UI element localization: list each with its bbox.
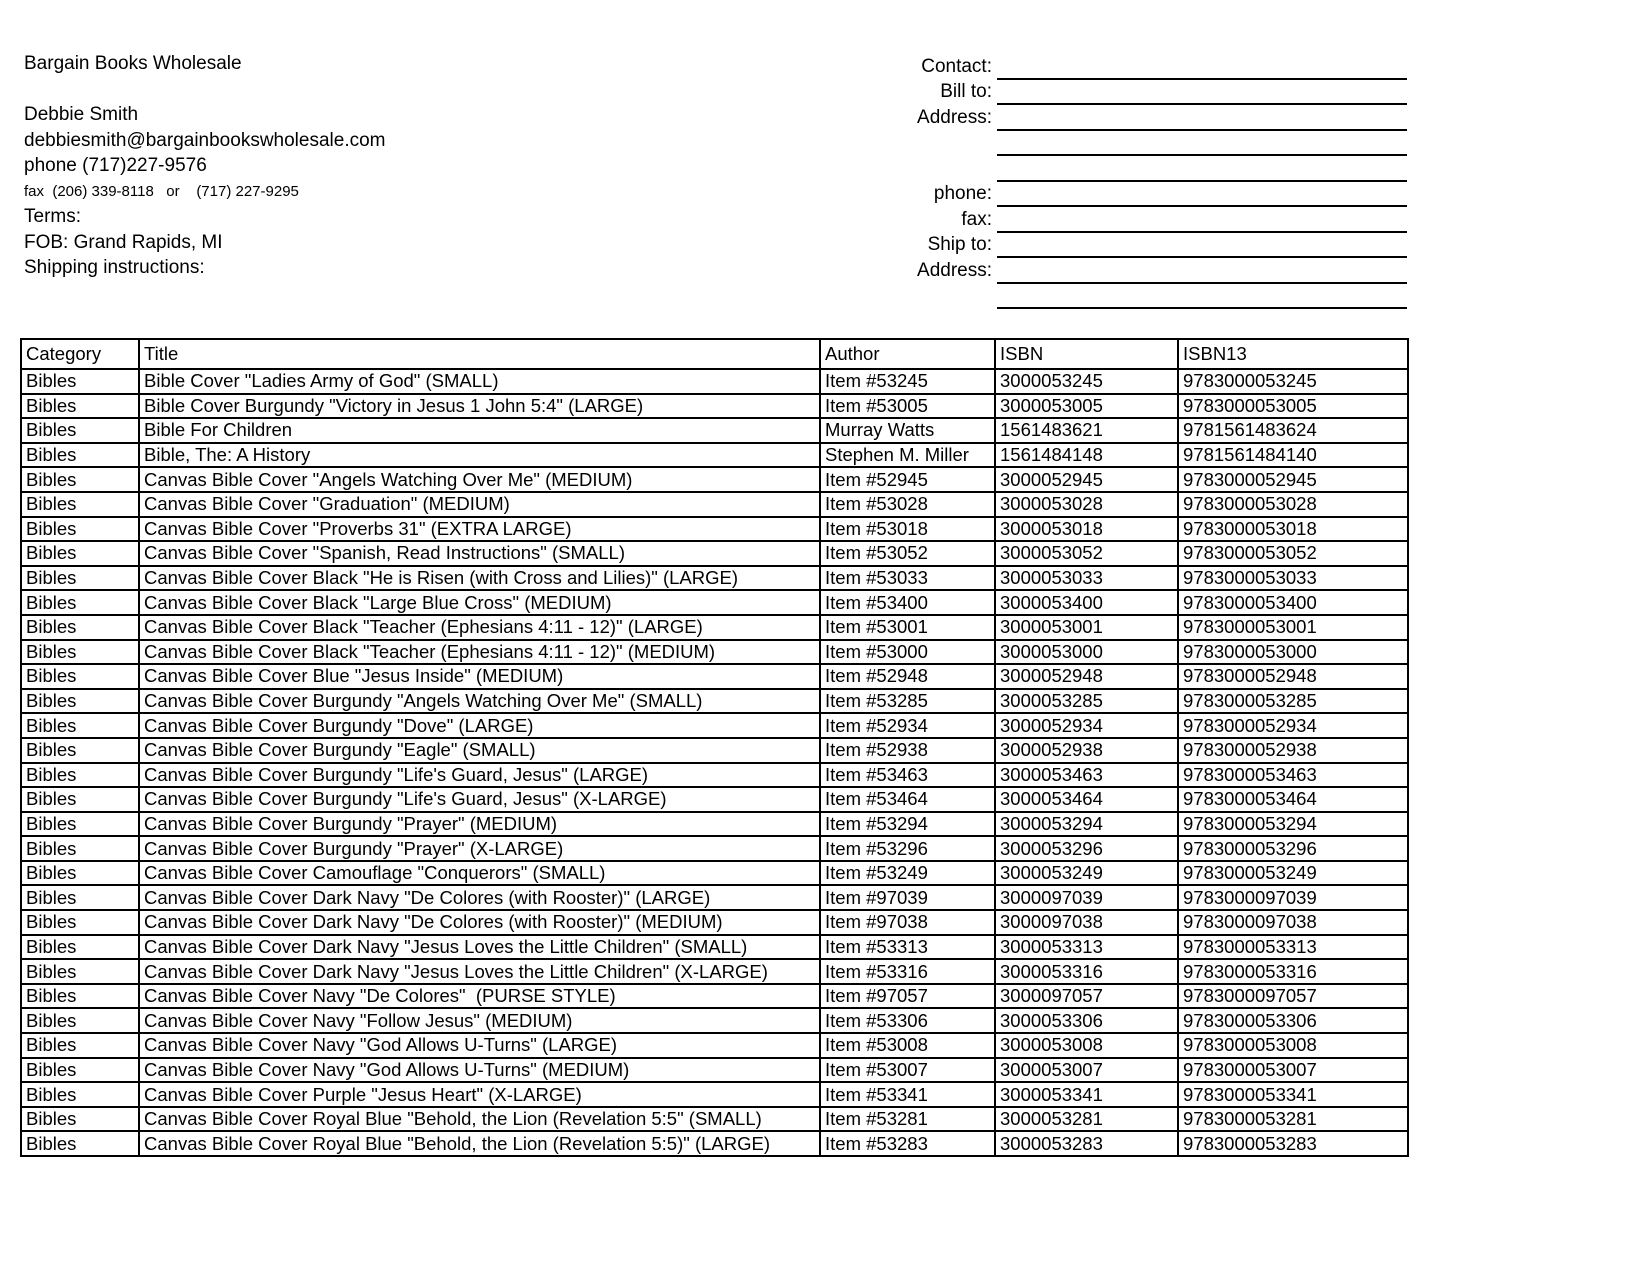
fob-line: FOB: Grand Rapids, MI	[24, 231, 223, 253]
isbn13-cell: 9783000053464	[1178, 787, 1408, 812]
form-label: Contact:	[921, 55, 992, 77]
author-cell: Item #52945	[820, 467, 995, 492]
title-cell: Canvas Bible Cover Burgundy "Angels Watching Over Me" (SMALL)	[139, 689, 820, 714]
isbn-cell: 3000053316	[995, 959, 1178, 984]
isbn-cell: 3000052938	[995, 738, 1178, 763]
author-cell: Item #53316	[820, 959, 995, 984]
title-cell: Canvas Bible Cover Camouflage "Conquerors" (SMALL)	[139, 861, 820, 886]
category-cell: Bibles	[21, 885, 139, 910]
form-row	[858, 284, 1407, 310]
table-row	[21, 640, 1408, 665]
isbn-cell: 3000053296	[995, 836, 1178, 861]
table-row	[21, 787, 1408, 812]
title-cell: Canvas Bible Cover Dark Navy "De Colores (with Rooster)" (LARGE)	[139, 885, 820, 910]
isbn-cell: 1561483621	[995, 418, 1178, 443]
category-cell: Bibles	[21, 394, 139, 419]
isbn13-cell: 9783000097038	[1178, 910, 1408, 935]
category-cell: Bibles	[21, 369, 139, 394]
category-cell: Bibles	[21, 910, 139, 935]
email-address: debbiesmith@bargainbookswholesale.com	[24, 129, 386, 151]
isbn13-cell: 9783000052945	[1178, 467, 1408, 492]
category-cell: Bibles	[21, 689, 139, 714]
title-cell: Canvas Bible Cover Dark Navy "De Colores (with Rooster)" (MEDIUM)	[139, 910, 820, 935]
author-cell: Item #53341	[820, 1082, 995, 1107]
isbn-cell: 3000053028	[995, 492, 1178, 517]
form-field-line[interactable]	[997, 156, 1407, 182]
column-header-title: Title	[139, 339, 820, 369]
isbn-cell: 3000053052	[995, 541, 1178, 566]
contact-name: Debbie Smith	[24, 104, 139, 125]
table-row	[21, 517, 1408, 542]
isbn-cell: 3000053249	[995, 861, 1178, 886]
form-label	[858, 307, 992, 309]
form-label	[858, 154, 992, 156]
table-row	[21, 738, 1408, 763]
isbn13-cell: 9783000053285	[1178, 689, 1408, 714]
form-label: Address:	[917, 259, 992, 281]
form-row	[858, 207, 1407, 233]
category-cell: Bibles	[21, 1107, 139, 1132]
table-row	[21, 1033, 1408, 1058]
isbn13-cell: 9783000053249	[1178, 861, 1408, 886]
author-cell: Item #97038	[820, 910, 995, 935]
seller-info-block	[24, 51, 386, 281]
isbn13-cell: 9783000053052	[1178, 541, 1408, 566]
table-row	[21, 885, 1408, 910]
isbn13-cell: 9783000053007	[1178, 1058, 1408, 1083]
isbn-cell: 3000053000	[995, 640, 1178, 665]
author-cell: Item #53000	[820, 640, 995, 665]
phone-line: phone (717)227-9576	[24, 155, 207, 176]
category-cell: Bibles	[21, 713, 139, 738]
isbn13-cell: 9783000053463	[1178, 763, 1408, 788]
author-cell: Stephen M. Miller	[820, 443, 995, 468]
isbn-cell: 3000053033	[995, 566, 1178, 591]
author-cell: Item #53052	[820, 541, 995, 566]
form-row	[858, 54, 1407, 80]
table-row	[21, 689, 1408, 714]
table-row	[21, 467, 1408, 492]
isbn13-cell: 9783000053018	[1178, 517, 1408, 542]
category-cell: Bibles	[21, 1131, 139, 1156]
form-field-line[interactable]	[997, 233, 1407, 259]
category-cell: Bibles	[21, 1058, 139, 1083]
isbn13-cell: 9783000053296	[1178, 836, 1408, 861]
table-row	[21, 615, 1408, 640]
title-cell: Canvas Bible Cover Blue "Jesus Inside" (MEDIUM)	[139, 664, 820, 689]
table-row	[21, 763, 1408, 788]
title-cell: Bible, The: A History	[139, 443, 820, 468]
form-label: fax:	[961, 208, 992, 230]
isbn-cell: 3000053313	[995, 935, 1178, 960]
isbn13-cell: 9781561483624	[1178, 418, 1408, 443]
table-row	[21, 369, 1408, 394]
isbn13-cell: 9783000097057	[1178, 984, 1408, 1009]
isbn-cell: 3000097038	[995, 910, 1178, 935]
category-cell: Bibles	[21, 418, 139, 443]
title-cell: Canvas Bible Cover Burgundy "Life's Guard, Jesus" (X-LARGE)	[139, 787, 820, 812]
column-header-author: Author	[820, 339, 995, 369]
table-row	[21, 713, 1408, 738]
order-form	[858, 54, 1407, 309]
isbn13-cell: 9783000053028	[1178, 492, 1408, 517]
author-cell: Item #53281	[820, 1107, 995, 1132]
isbn-cell: 3000052934	[995, 713, 1178, 738]
title-cell: Canvas Bible Cover Burgundy "Life's Guard, Jesus" (LARGE)	[139, 763, 820, 788]
author-cell: Item #52938	[820, 738, 995, 763]
isbn13-cell: 9783000053281	[1178, 1107, 1408, 1132]
author-cell: Item #53005	[820, 394, 995, 419]
column-header-category: Category	[21, 339, 139, 369]
isbn13-cell: 9783000053400	[1178, 590, 1408, 615]
isbn13-cell: 9783000052934	[1178, 713, 1408, 738]
table-row	[21, 664, 1408, 689]
category-cell: Bibles	[21, 787, 139, 812]
isbn13-cell: 9783000053341	[1178, 1082, 1408, 1107]
isbn-cell: 3000097039	[995, 885, 1178, 910]
title-cell: Canvas Bible Cover Burgundy "Eagle" (SMALL)	[139, 738, 820, 763]
form-field-line[interactable]	[997, 284, 1407, 310]
author-cell: Item #52948	[820, 664, 995, 689]
author-cell: Item #53313	[820, 935, 995, 960]
isbn13-cell: 9783000053313	[1178, 935, 1408, 960]
author-cell: Item #52934	[820, 713, 995, 738]
title-cell: Canvas Bible Cover Burgundy "Prayer" (MEDIUM)	[139, 812, 820, 837]
isbn-cell: 3000053294	[995, 812, 1178, 837]
category-cell: Bibles	[21, 959, 139, 984]
title-cell: Canvas Bible Cover Burgundy "Prayer" (X-LARGE)	[139, 836, 820, 861]
isbn13-cell: 9783000053316	[1178, 959, 1408, 984]
isbn13-cell: 9783000053001	[1178, 615, 1408, 640]
title-cell: Canvas Bible Cover Navy "Follow Jesus" (MEDIUM)	[139, 1008, 820, 1033]
isbn13-cell: 9783000097039	[1178, 885, 1408, 910]
table-row	[21, 1082, 1408, 1107]
table-row	[21, 812, 1408, 837]
isbn-cell: 3000097057	[995, 984, 1178, 1009]
author-cell: Item #53245	[820, 369, 995, 394]
author-cell: Item #53001	[820, 615, 995, 640]
author-cell: Item #53285	[820, 689, 995, 714]
isbn-cell: 3000053001	[995, 615, 1178, 640]
isbn13-cell: 9783000053000	[1178, 640, 1408, 665]
author-cell: Item #53018	[820, 517, 995, 542]
isbn-cell: 3000053283	[995, 1131, 1178, 1156]
table-row	[21, 836, 1408, 861]
form-row	[858, 131, 1407, 157]
category-cell: Bibles	[21, 467, 139, 492]
form-field-line[interactable]	[997, 207, 1407, 233]
category-cell: Bibles	[21, 541, 139, 566]
company-name: Bargain Books Wholesale	[24, 53, 242, 74]
category-cell: Bibles	[21, 1082, 139, 1107]
isbn13-cell: 9783000053283	[1178, 1131, 1408, 1156]
title-cell: Canvas Bible Cover Black "Teacher (Ephesians 4:11 - 12)" (LARGE)	[139, 615, 820, 640]
isbn-cell: 3000053005	[995, 394, 1178, 419]
form-row	[858, 258, 1407, 284]
table-row	[21, 935, 1408, 960]
category-cell: Bibles	[21, 812, 139, 837]
isbn13-cell: 9783000053294	[1178, 812, 1408, 837]
author-cell: Item #53249	[820, 861, 995, 886]
isbn13-cell: 9783000052948	[1178, 664, 1408, 689]
isbn-cell: 3000053285	[995, 689, 1178, 714]
title-cell: Bible Cover Burgundy "Victory in Jesus 1 John 5:4" (LARGE)	[139, 394, 820, 419]
title-cell: Bible For Children	[139, 418, 820, 443]
author-cell: Item #53296	[820, 836, 995, 861]
form-row	[858, 105, 1407, 131]
form-label: phone:	[933, 183, 992, 205]
category-cell: Bibles	[21, 861, 139, 886]
table-row	[21, 1058, 1408, 1083]
isbn13-cell: 9783000053008	[1178, 1033, 1408, 1058]
spacer-line	[24, 77, 386, 103]
category-cell: Bibles	[21, 984, 139, 1009]
table-row	[21, 910, 1408, 935]
isbn13-cell: 9783000053245	[1178, 369, 1408, 394]
isbn-cell: 3000053341	[995, 1082, 1178, 1107]
fax-line: fax (206) 339-8118 or (717) 227-9295	[24, 182, 299, 200]
category-cell: Bibles	[21, 590, 139, 615]
category-cell: Bibles	[21, 566, 139, 591]
category-cell: Bibles	[21, 836, 139, 861]
table-row	[21, 861, 1408, 886]
form-row	[858, 182, 1407, 208]
form-field-line[interactable]	[997, 80, 1407, 106]
isbn-cell: 3000053400	[995, 590, 1178, 615]
form-row	[858, 156, 1407, 182]
form-field-line[interactable]	[997, 131, 1407, 157]
title-cell: Canvas Bible Cover "Angels Watching Over Me" (MEDIUM)	[139, 467, 820, 492]
form-field-line[interactable]	[997, 258, 1407, 284]
author-cell: Item #53463	[820, 763, 995, 788]
title-cell: Canvas Bible Cover Royal Blue "Behold, the Lion (Revelation 5:5)" (LARGE)	[139, 1131, 820, 1156]
form-label: Ship to:	[927, 234, 992, 256]
isbn-cell: 3000053306	[995, 1008, 1178, 1033]
isbn-cell: 3000053463	[995, 763, 1178, 788]
title-cell: Canvas Bible Cover Purple "Jesus Heart" (X-LARGE)	[139, 1082, 820, 1107]
title-cell: Canvas Bible Cover Navy "God Allows U-Turns" (MEDIUM)	[139, 1058, 820, 1083]
isbn-cell: 3000053281	[995, 1107, 1178, 1132]
author-cell: Item #97039	[820, 885, 995, 910]
title-cell: Canvas Bible Cover Dark Navy "Jesus Loves the Little Children" (SMALL)	[139, 935, 820, 960]
author-cell: Item #53007	[820, 1058, 995, 1083]
form-row	[858, 80, 1407, 106]
form-field-line[interactable]	[997, 182, 1407, 208]
isbn-cell: 3000053008	[995, 1033, 1178, 1058]
isbn-cell: 3000053245	[995, 369, 1178, 394]
table-row	[21, 1008, 1408, 1033]
table-row	[21, 1131, 1408, 1156]
isbn-cell: 1561484148	[995, 443, 1178, 468]
category-cell: Bibles	[21, 640, 139, 665]
table-row	[21, 443, 1408, 468]
author-cell: Item #53028	[820, 492, 995, 517]
terms-label: Terms:	[24, 206, 81, 227]
category-cell: Bibles	[21, 664, 139, 689]
isbn-cell: 3000053018	[995, 517, 1178, 542]
isbn-cell: 3000053464	[995, 787, 1178, 812]
table-row	[21, 984, 1408, 1009]
catalog-table	[20, 338, 1409, 1157]
form-label	[858, 180, 992, 182]
table-header-row	[21, 339, 1408, 369]
category-cell: Bibles	[21, 492, 139, 517]
author-cell: Item #53283	[820, 1131, 995, 1156]
table-row	[21, 418, 1408, 443]
author-cell: Item #53033	[820, 566, 995, 591]
column-header-isbn: ISBN	[995, 339, 1178, 369]
author-cell: Item #53294	[820, 812, 995, 837]
shipping-instructions-label: Shipping instructions:	[24, 257, 205, 278]
table-row	[21, 590, 1408, 615]
title-cell: Canvas Bible Cover Royal Blue "Behold, the Lion (Revelation 5:5" (SMALL)	[139, 1107, 820, 1132]
category-cell: Bibles	[21, 763, 139, 788]
table-row	[21, 1107, 1408, 1132]
title-cell: Canvas Bible Cover Black "He is Risen (with Cross and Lilies)" (LARGE)	[139, 566, 820, 591]
title-cell: Canvas Bible Cover "Spanish, Read Instructions" (SMALL)	[139, 541, 820, 566]
isbn13-cell: 9781561484140	[1178, 443, 1408, 468]
form-field-line[interactable]	[997, 105, 1407, 131]
title-cell: Canvas Bible Cover "Proverbs 31" (EXTRA LARGE)	[139, 517, 820, 542]
title-cell: Canvas Bible Cover Black "Large Blue Cross" (MEDIUM)	[139, 590, 820, 615]
table-row	[21, 566, 1408, 591]
table-row	[21, 394, 1408, 419]
form-label: Address:	[917, 106, 992, 128]
title-cell: Canvas Bible Cover Navy "De Colores" (PURSE STYLE)	[139, 984, 820, 1009]
form-field-line[interactable]	[997, 54, 1407, 80]
category-cell: Bibles	[21, 1008, 139, 1033]
author-cell: Murray Watts	[820, 418, 995, 443]
category-cell: Bibles	[21, 738, 139, 763]
form-label: Bill to:	[940, 81, 992, 103]
title-cell: Canvas Bible Cover Dark Navy "Jesus Loves the Little Children" (X-LARGE)	[139, 959, 820, 984]
title-cell: Canvas Bible Cover Black "Teacher (Ephesians 4:11 - 12)" (MEDIUM)	[139, 640, 820, 665]
title-cell: Bible Cover "Ladies Army of God" (SMALL)	[139, 369, 820, 394]
isbn13-cell: 9783000053033	[1178, 566, 1408, 591]
title-cell: Canvas Bible Cover Navy "God Allows U-Turns" (LARGE)	[139, 1033, 820, 1058]
isbn13-cell: 9783000053005	[1178, 394, 1408, 419]
isbn-cell: 3000052948	[995, 664, 1178, 689]
table-row	[21, 959, 1408, 984]
author-cell: Item #97057	[820, 984, 995, 1009]
author-cell: Item #53306	[820, 1008, 995, 1033]
author-cell: Item #53008	[820, 1033, 995, 1058]
category-cell: Bibles	[21, 615, 139, 640]
category-cell: Bibles	[21, 443, 139, 468]
isbn-cell: 3000052945	[995, 467, 1178, 492]
category-cell: Bibles	[21, 517, 139, 542]
form-row	[858, 233, 1407, 259]
column-header-isbn13: ISBN13	[1178, 339, 1408, 369]
isbn-cell: 3000053007	[995, 1058, 1178, 1083]
author-cell: Item #53400	[820, 590, 995, 615]
author-cell: Item #53464	[820, 787, 995, 812]
title-cell: Canvas Bible Cover "Graduation" (MEDIUM)	[139, 492, 820, 517]
title-cell: Canvas Bible Cover Burgundy "Dove" (LARGE)	[139, 713, 820, 738]
isbn13-cell: 9783000052938	[1178, 738, 1408, 763]
isbn13-cell: 9783000053306	[1178, 1008, 1408, 1033]
table-row	[21, 492, 1408, 517]
table-row	[21, 541, 1408, 566]
category-cell: Bibles	[21, 1033, 139, 1058]
category-cell: Bibles	[21, 935, 139, 960]
